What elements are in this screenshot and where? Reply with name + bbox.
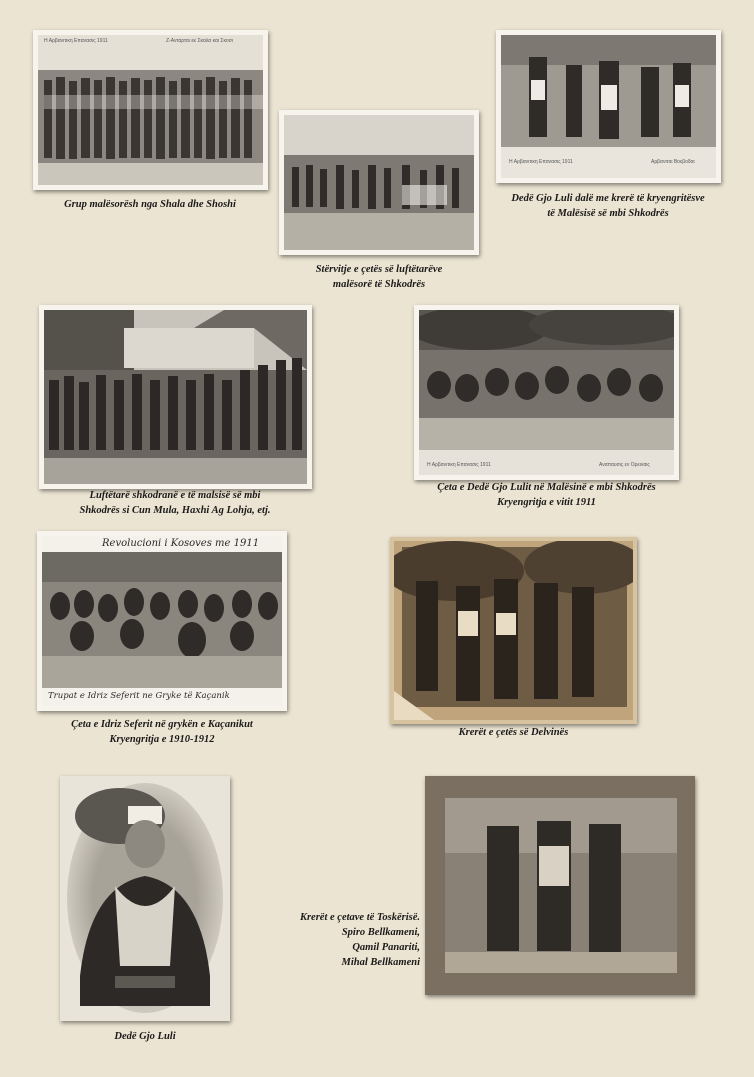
photo-stervitje: [279, 110, 479, 255]
caption-line: Kryengritja e vitit 1911: [497, 497, 596, 508]
print-label-left: Η Αρβανιτικη Επανασις 1911: [509, 159, 573, 165]
photo-grup-malesoresh: [33, 30, 268, 190]
photo-ceta-dede-gjo-lulit: [414, 305, 679, 480]
caption-portret-dede-gjo-luli: [60, 1029, 230, 1044]
delvina-photo-image: [394, 541, 633, 720]
caption-kreret-delvines: [400, 725, 627, 740]
caption-line: Dedë Gjo Luli: [114, 1031, 176, 1042]
portrait-image: [60, 776, 230, 1021]
handwritten-note: Trupat e Idriz Seferit ne Gryke të Kaçanik: [48, 691, 230, 701]
photo-portret-dede-gjo-luli: [60, 776, 230, 1021]
caption-luftetare-shkodrane: [40, 488, 310, 518]
caption-line: Luftëtarë shkodranë e të malsisë së mbi: [89, 490, 261, 501]
toskeria-photo-image: [425, 776, 695, 995]
photo-kreret-toskerise: [425, 776, 695, 995]
photo-kreret-delvines: [390, 537, 637, 724]
print-label-right: Ζ-Ανταρται εκ Σκαλα και Σκοσι: [166, 38, 233, 44]
caption-line: Çeta e Dedë Gjo Lulit në Malësinë e mbi Shkodrës: [437, 482, 656, 493]
caption-line: Qamil Panariti,: [352, 942, 420, 953]
caption-grup-malesoresh: [30, 197, 270, 212]
photo-luftetare-shkodrane: [39, 305, 312, 489]
caption-line: Krerët e çetës së Delvinës: [458, 727, 569, 738]
caption-line: Krerët e çetave të Toskërisë.: [299, 912, 420, 923]
caption-line: të Malësisë së mbi Shkodrës: [547, 208, 669, 219]
caption-line: Grup malësorësh nga Shala dhe Shoshi: [64, 199, 236, 210]
caption-line: Kryengritja e 1910-1912: [109, 734, 215, 745]
camp-photo-image: [419, 310, 674, 475]
photo-dede-gjo-luli-me-krere: [496, 30, 721, 183]
caption-line: Çeta e Idriz Seferit në grykën e Kaçanikut: [71, 719, 253, 730]
print-label-left: Η Αρβανιτικη Επανασις 1911: [427, 462, 491, 468]
caption-dede-gjo-luli-me-krere: [488, 191, 728, 221]
caption-line: Mihal Bellkameni: [341, 957, 420, 968]
caption-kreret-toskerise: [270, 910, 420, 970]
caption-line: Dedë Gjo Luli dalë me krerë të kryengritësve: [511, 193, 705, 204]
group-photo-image: [38, 35, 263, 185]
print-label-right: Αναπαυσις εν Ορειναις: [599, 462, 650, 468]
caption-line: Shkodrës si Cun Mula, Haxhi Ag Lohja, etj.: [79, 505, 271, 516]
caption-line: malësorë të Shkodrës: [332, 279, 426, 290]
training-photo-image: [284, 115, 474, 250]
caption-stervitje: [279, 262, 479, 292]
kacanik-photo-image: [42, 536, 282, 706]
handwritten-title: Revolucioni i Kosoves me 1911: [102, 538, 260, 549]
print-label-left: Η Αρβανιτικη Επανασις 1911: [44, 38, 108, 44]
caption-ceta-idriz-seferit: [37, 717, 287, 747]
photo-ceta-idriz-seferit: [37, 531, 287, 711]
caption-ceta-dede-gjo-lulit: [409, 480, 684, 510]
print-label-right: Αρβανιται Βοεβοδαι: [651, 159, 695, 165]
caption-line: Spiro Bellkameni,: [341, 927, 420, 938]
caption-line: Stërvitje e çetës së luftëtarëve: [315, 264, 443, 275]
leaders-photo-image: [501, 35, 716, 178]
fighters-photo-image: [44, 310, 307, 484]
